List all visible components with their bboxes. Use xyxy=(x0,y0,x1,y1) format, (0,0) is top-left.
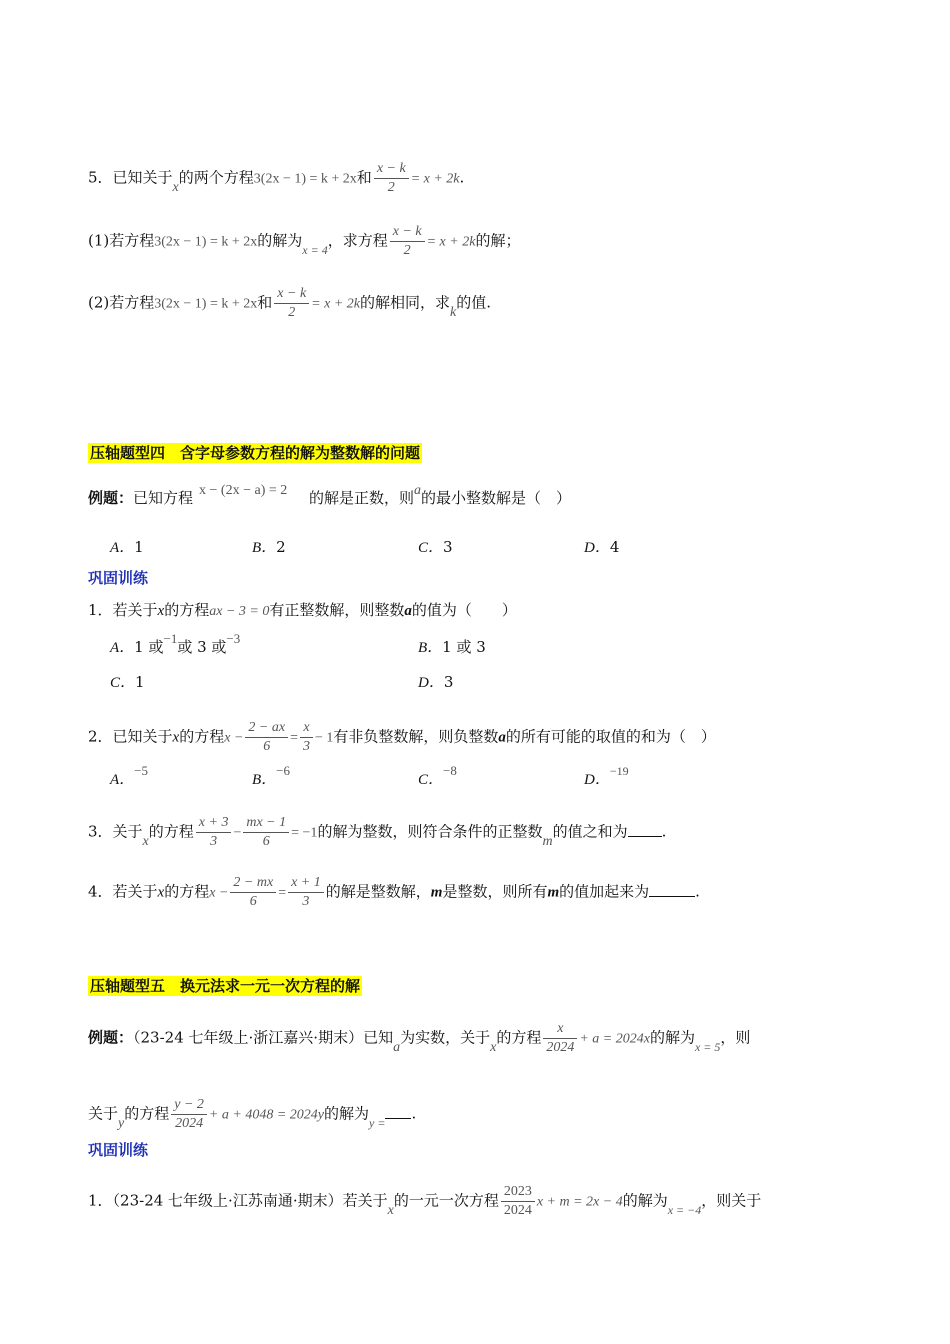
s4-problem-4 xyxy=(88,874,700,911)
text-fragment: 2 xyxy=(403,243,411,258)
example-option-a[interactable] xyxy=(110,536,144,557)
p1-option-b[interactable] xyxy=(418,636,486,657)
p1-option-a[interactable] xyxy=(110,631,241,657)
text-fragment: + a + 4048 = 2024y xyxy=(208,1107,324,1123)
var-k: k xyxy=(450,304,457,320)
fraction xyxy=(230,874,276,911)
text-fragment: 2024 xyxy=(503,1203,532,1218)
text-fragment: a xyxy=(404,603,412,619)
text-fragment: x + 1 xyxy=(288,874,324,893)
text-fragment: C． xyxy=(418,772,444,788)
equation: ax − 3 = 0 xyxy=(209,604,270,619)
fraction xyxy=(300,719,313,756)
text-fragment: C． xyxy=(110,675,136,691)
text-fragment: 关于 xyxy=(88,1104,119,1123)
text-fragment: 2023 xyxy=(501,1183,535,1202)
equation-1: 3(2x − 1) = k + 2x xyxy=(154,234,258,250)
text-fragment: −6 xyxy=(276,763,291,778)
s4-problem-1 xyxy=(88,600,517,622)
section5-title xyxy=(88,976,362,996)
text-fragment: 的解为 xyxy=(649,1028,695,1047)
text-fragment: x xyxy=(142,833,149,849)
p2-option-d[interactable] xyxy=(584,764,629,789)
text-fragment: 4．若关于 xyxy=(88,882,158,901)
text-fragment: 的所有可能的取值的和为（ ） xyxy=(505,727,716,746)
text-fragment: 例题： xyxy=(88,1028,134,1047)
section5-example xyxy=(88,1020,750,1057)
text-fragment: x + 3 xyxy=(196,814,232,833)
text-fragment: A． xyxy=(110,640,135,656)
text-fragment: = x + 2k xyxy=(426,234,476,250)
text-fragment: 的解； xyxy=(475,231,521,250)
text-fragment: x − k xyxy=(374,160,409,179)
fraction xyxy=(245,719,288,756)
equation-1: 3(2x − 1) = k + 2x xyxy=(253,171,357,187)
text-fragment: 5．已知关于 xyxy=(88,168,173,187)
answer-blank[interactable] xyxy=(628,822,662,837)
q5-part1 xyxy=(88,223,520,260)
text-fragment: x − k xyxy=(274,285,309,304)
text-fragment: 的方程 xyxy=(164,601,210,619)
section4-title xyxy=(88,443,422,463)
text-fragment: 2 − ax xyxy=(245,719,288,738)
text-fragment: 2 xyxy=(288,305,296,320)
text-fragment: 的解为 xyxy=(257,231,303,250)
answer-blank[interactable] xyxy=(385,1104,411,1119)
text-fragment: m xyxy=(430,884,443,901)
text-fragment: 2 − mx xyxy=(230,874,276,893)
text-fragment: 6 xyxy=(249,894,257,909)
text-fragment: 和 xyxy=(356,168,372,187)
text-fragment: 4 xyxy=(609,538,620,556)
section4-example xyxy=(88,483,572,510)
text-fragment: 1 xyxy=(135,673,145,691)
fraction xyxy=(243,814,289,851)
text-fragment: 3 xyxy=(302,894,310,909)
fraction xyxy=(196,814,232,851)
text-fragment: ，求方程 xyxy=(327,231,388,250)
text-fragment: −8 xyxy=(443,763,457,778)
text-fragment: 巩固训练 xyxy=(88,1141,149,1159)
text-fragment: 的方程 xyxy=(164,882,210,901)
text-fragment: x − k xyxy=(390,223,425,242)
text-fragment: 的值. xyxy=(456,293,491,312)
text-fragment: x xyxy=(490,1039,497,1055)
fraction xyxy=(390,223,425,260)
text-fragment: y xyxy=(118,1115,125,1131)
p1-option-c[interactable] xyxy=(110,671,145,692)
example-option-b[interactable] xyxy=(252,536,286,557)
text-fragment: ，则 xyxy=(720,1028,751,1047)
example-option-c[interactable] xyxy=(418,536,453,557)
text-fragment: 3．关于 xyxy=(88,822,143,841)
fraction xyxy=(274,285,309,322)
text-fragment: 1．（23-24 七年级上·江苏南通·期末）若关于 xyxy=(88,1191,388,1210)
text-fragment: m xyxy=(542,833,553,849)
example-option-d[interactable] xyxy=(584,536,619,557)
fraction xyxy=(374,160,409,197)
text-fragment: x xyxy=(157,603,165,619)
text-fragment: . xyxy=(695,882,700,901)
text-fragment: 有正整数解，则整数 xyxy=(269,601,405,619)
equation-1: 3(2x − 1) = k + 2x xyxy=(154,296,258,312)
section5-practice-label xyxy=(88,1140,148,1160)
text-fragment: 的解是正数，则 xyxy=(309,489,415,507)
text-fragment: 2024 xyxy=(175,1116,204,1131)
text-fragment: 3 xyxy=(443,538,453,556)
text-fragment: mx − 1 xyxy=(243,814,289,833)
fraction xyxy=(501,1183,535,1220)
text-fragment: −5 xyxy=(134,763,149,778)
text-fragment: x = −4 xyxy=(667,1202,702,1217)
text-fragment: − xyxy=(233,825,242,841)
text-fragment: = x + 2k xyxy=(311,296,360,312)
text-fragment: y − 2 xyxy=(171,1096,207,1115)
text-fragment: 的值之和为 xyxy=(552,822,628,841)
text-fragment: 压轴题型五 换元法求一元一次方程的解 xyxy=(90,977,361,995)
text-fragment: 1．若关于 xyxy=(88,601,158,619)
text-fragment: 2024 xyxy=(546,1040,575,1055)
text-fragment: + a = 2024x xyxy=(579,1031,650,1047)
var-a: a xyxy=(414,483,422,498)
fraction xyxy=(171,1096,207,1133)
s5-problem-1 xyxy=(88,1183,761,1220)
text-fragment: x − xyxy=(224,730,244,746)
text-fragment: . xyxy=(411,1104,417,1123)
text-fragment: 2．已知关于 xyxy=(88,727,173,746)
text-fragment: 的方程 xyxy=(179,727,225,746)
s4-problem-3 xyxy=(88,814,666,851)
text-fragment: 例题： xyxy=(88,489,134,507)
text-fragment: 的解为 xyxy=(622,1191,668,1210)
text-fragment: x xyxy=(172,729,180,746)
text-fragment: 1 或 xyxy=(134,638,164,656)
text-fragment: −1 xyxy=(163,631,178,646)
text-fragment: 的两个方程 xyxy=(178,168,254,187)
text-fragment: (1)若方程 xyxy=(88,231,155,250)
q5-line1 xyxy=(88,160,464,197)
text-fragment: B． xyxy=(252,772,277,788)
s4-problem-2 xyxy=(88,719,716,756)
text-fragment: D． xyxy=(418,675,444,691)
p2-option-c[interactable] xyxy=(418,763,457,789)
text-fragment: （23-24 七年级上·浙江嘉兴·期末）已知 xyxy=(133,1028,394,1047)
text-fragment: 的一元一次方程 xyxy=(393,1191,499,1210)
text-fragment: 或 3 或 xyxy=(177,638,227,656)
text-fragment: C． xyxy=(418,540,444,556)
p1-option-d[interactable] xyxy=(418,671,453,692)
text-fragment: A． xyxy=(110,540,135,556)
text-fragment: − 1 xyxy=(314,730,334,746)
text-fragment: . xyxy=(661,822,667,841)
equation: x − (2x − a) = 2 xyxy=(199,483,288,498)
solution: x = 4 xyxy=(302,242,328,257)
section4-practice-label xyxy=(88,568,148,588)
text-fragment: −19 xyxy=(609,764,629,778)
text-fragment: x − xyxy=(209,885,229,901)
text-fragment: x xyxy=(543,1020,577,1039)
text-fragment: 1 xyxy=(134,538,144,556)
text-fragment: 的最小整数解是（ ） xyxy=(421,489,572,507)
text-fragment: 的方程 xyxy=(496,1028,542,1047)
text-fragment: x = 5 xyxy=(694,1039,721,1054)
text-fragment: 的解相同，求 xyxy=(359,293,450,312)
text-fragment: 3 xyxy=(210,834,218,849)
text-fragment: B． xyxy=(252,540,277,556)
fraction xyxy=(288,874,324,911)
text-fragment: 已知方程 xyxy=(133,489,194,507)
text-fragment: = x + 2k xyxy=(410,171,460,187)
text-fragment: 2 xyxy=(276,538,286,556)
text-fragment: 的值为（ ） xyxy=(411,601,517,619)
text-fragment: ，则关于 xyxy=(701,1191,762,1210)
p2-option-a[interactable] xyxy=(110,763,149,789)
section5-example-line2 xyxy=(88,1096,416,1133)
q5-part2 xyxy=(88,285,491,322)
p2-option-b[interactable] xyxy=(252,763,291,789)
text-fragment: 为实数，关于 xyxy=(400,1028,491,1047)
text-fragment: = xyxy=(290,730,298,746)
text-fragment: (2)若方程 xyxy=(88,293,155,312)
text-fragment: A． xyxy=(110,772,135,788)
text-fragment: = −1 xyxy=(291,825,318,841)
text-fragment: D． xyxy=(584,540,610,556)
text-fragment: y = xyxy=(369,1115,386,1130)
text-fragment: B． xyxy=(418,640,443,656)
text-fragment: 2 xyxy=(387,180,395,195)
text-fragment: . xyxy=(459,168,465,187)
text-fragment: 和 xyxy=(257,293,273,312)
text-fragment: 1 或 3 xyxy=(442,638,486,656)
text-fragment: 6 xyxy=(263,739,271,754)
text-fragment: 的解是整数解， xyxy=(325,882,431,901)
text-fragment: 的解为 xyxy=(323,1104,369,1123)
text-fragment: 是整数，则所有 xyxy=(442,882,548,901)
text-fragment: 3 xyxy=(302,739,310,754)
text-fragment: 的方程 xyxy=(124,1104,170,1123)
answer-blank[interactable] xyxy=(649,882,695,897)
text-fragment: 6 xyxy=(262,834,270,849)
text-fragment: x + m = 2x − 4 xyxy=(536,1194,623,1210)
text-fragment: D． xyxy=(584,772,610,788)
text-fragment: 3 xyxy=(443,673,454,691)
text-fragment: a xyxy=(498,729,506,746)
text-fragment: 有非负整数解，则负整数 xyxy=(333,727,499,746)
text-fragment: x xyxy=(300,719,313,738)
text-fragment: 压轴题型四 含字母参数方程的解为整数解的问题 xyxy=(90,444,421,462)
fraction xyxy=(543,1020,577,1057)
text-fragment: 巩固训练 xyxy=(88,569,149,587)
text-fragment: 的解为整数，则符合条件的正整数 xyxy=(317,822,543,841)
text-fragment: x xyxy=(387,1202,394,1218)
text-fragment: −3 xyxy=(226,631,241,646)
text-fragment: = xyxy=(278,885,287,901)
text-fragment: x xyxy=(157,884,165,901)
text-fragment: 的方程 xyxy=(148,822,194,841)
text-fragment: 的值加起来为 xyxy=(559,882,650,901)
var-x: x xyxy=(172,179,179,195)
text-fragment: a xyxy=(393,1039,401,1055)
text-fragment: m xyxy=(547,884,560,901)
